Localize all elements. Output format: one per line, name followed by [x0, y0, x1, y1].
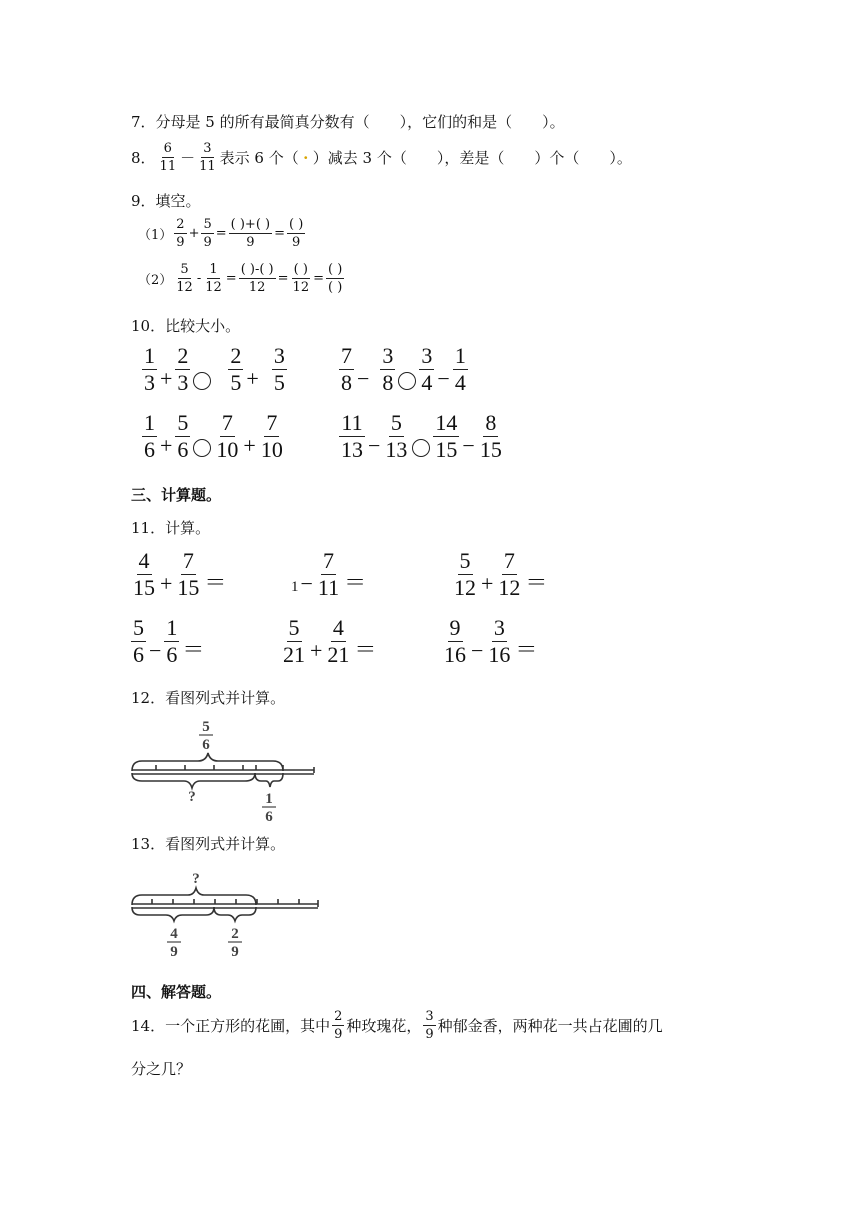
diagram-label-bottom-denominator: 6 [265, 809, 273, 825]
fraction: $\frac{5}{12}$ [176, 262, 193, 295]
question-13-title [131, 833, 285, 854]
part-label: （2） [138, 273, 173, 288]
blank-fraction: $\frac{( )}{( )}$ [328, 262, 343, 295]
question-12-title [131, 687, 285, 708]
diagram-label-bottom-numerator: 1 [265, 791, 273, 807]
compare-expression: $\frac{1}{6}$ + $\frac{5}{6}$ $\frac{7}{10}$ + $\frac{7}{10}$ [144, 410, 283, 462]
calc-expression: $\frac{4}{15}$ + $\frac{7}{15}$ ＝ [133, 548, 227, 600]
compare-circle[interactable] [193, 439, 211, 457]
calc-expression: $\frac{5}{6}$ − $\frac{1}{6}$ ＝ [133, 615, 205, 667]
question-14-text-2: 种玫瑰花， [346, 1017, 422, 1035]
question-14-line-2 [131, 1058, 191, 1079]
question-14-text: 14．一个正方形的花圃，其中 [131, 1017, 331, 1035]
fraction: $\frac{3}{9}$ [425, 1009, 434, 1042]
diagram-label-question: ? [192, 871, 200, 887]
question-7-text: 7．分母是 5 的所有最简真分数有（ ），它们的和是（ ）。 [131, 113, 565, 131]
blank-fraction: $\frac{( )+( )}{9}$ [230, 217, 271, 250]
question-10-title [131, 315, 240, 336]
section-3-heading: 三、计算题。 [131, 486, 222, 504]
blank-fraction: $\frac{( )}{9}$ [289, 217, 304, 250]
question-14-line-1 [131, 1010, 663, 1041]
question-11-title [131, 517, 210, 538]
number-line-diagram-12 [128, 715, 323, 827]
diagram-label-right-denominator: 9 [231, 944, 239, 960]
fraction: $\frac{3}{11}$ [199, 141, 216, 174]
question-12-title-text: 12．看图列式并计算。 [131, 689, 286, 707]
compare-expression: $\frac{11}{13}$ − $\frac{5}{13}$ $\frac{14}{15}$ − $\frac{8}{15}$ [341, 410, 502, 462]
question-10-title-text: 10．比较大小。 [131, 317, 241, 335]
compare-circle[interactable] [398, 372, 416, 390]
fraction: $\frac{5}{9}$ [203, 217, 212, 250]
question-13-title-text: 13．看图列式并计算。 [131, 835, 286, 853]
question-14-text-3: 种郁金香，两种花一共占花圃的几 [437, 1017, 663, 1035]
question-11-title-text: 11．计算。 [131, 519, 211, 537]
diagram-label-left-numerator: 4 [170, 926, 178, 942]
question-9-title [131, 190, 201, 211]
diagram-label-left-denominator: 9 [170, 944, 178, 960]
question-7 [131, 111, 565, 132]
question-8-text-2: ）减去 3 个（ ），差是（ ）个（ ）。 [312, 149, 632, 167]
blank-fraction: $\frac{( )}{12}$ [292, 262, 310, 295]
diagram-label-top-numerator: 5 [202, 719, 210, 735]
fraction: $\frac{2}{9}$ [334, 1009, 343, 1042]
calc-expression: $\frac{5}{21}$ + $\frac{4}{21}$ ＝ [283, 615, 377, 667]
question-number: 8． [131, 149, 156, 167]
section-4-heading: 四、解答题。 [131, 983, 222, 1001]
compare-expression: $\frac{1}{3}$ + $\frac{2}{3}$ $\frac{2}{5}$ + $\frac{3}{5}$ [144, 343, 285, 395]
diagram-label-question: ? [188, 789, 196, 805]
compare-expression: $\frac{7}{8}$ − $\frac{3}{8}$ $\frac{3}{4}$ − $\frac{1}{4}$ [341, 343, 466, 395]
question-9-part-1: （1） $\frac{2}{9}$ + $\frac{5}{9}$ = $\frac{( )+( )}{9}$ = $\frac{( )}{9}$ [138, 217, 304, 250]
calc-expression: $\frac{5}{12}$ + $\frac{7}{12}$ ＝ [454, 548, 548, 600]
blank-fraction: $\frac{( )-( )}{12}$ [240, 262, 274, 295]
fraction: $\frac{2}{9}$ [176, 217, 185, 250]
dot-mark: · [303, 148, 309, 167]
calc-expression: $\frac{9}{16}$ − $\frac{3}{16}$ ＝ [444, 615, 538, 667]
minus-sign: － [180, 149, 196, 167]
fraction: $\frac{1}{12}$ [205, 262, 222, 295]
question-9-title-text: 9．填空。 [131, 192, 201, 210]
number-line-diagram-13 [128, 866, 324, 964]
fraction: $\frac{6}{11}$ [159, 141, 177, 174]
compare-circle[interactable] [412, 439, 430, 457]
question-9-part-2: （2） $\frac{5}{12}$ - $\frac{1}{12}$ = $\frac{( )-( )}{12}$ = $\frac{( )}{12}$ = $\frac{( )}{( )}$ [138, 262, 343, 295]
question-14-text-4: 分之几？ [131, 1060, 192, 1078]
compare-circle[interactable] [193, 372, 211, 390]
part-label: （1） [138, 228, 173, 243]
diagram-label-top-denominator: 6 [202, 737, 210, 753]
question-8 [131, 142, 632, 173]
diagram-label-right-numerator: 2 [231, 926, 239, 942]
calc-expression: 1 − $\frac{7}{11}$ ＝ [291, 548, 367, 600]
question-8-text: 表示 6 个（ [219, 149, 299, 167]
